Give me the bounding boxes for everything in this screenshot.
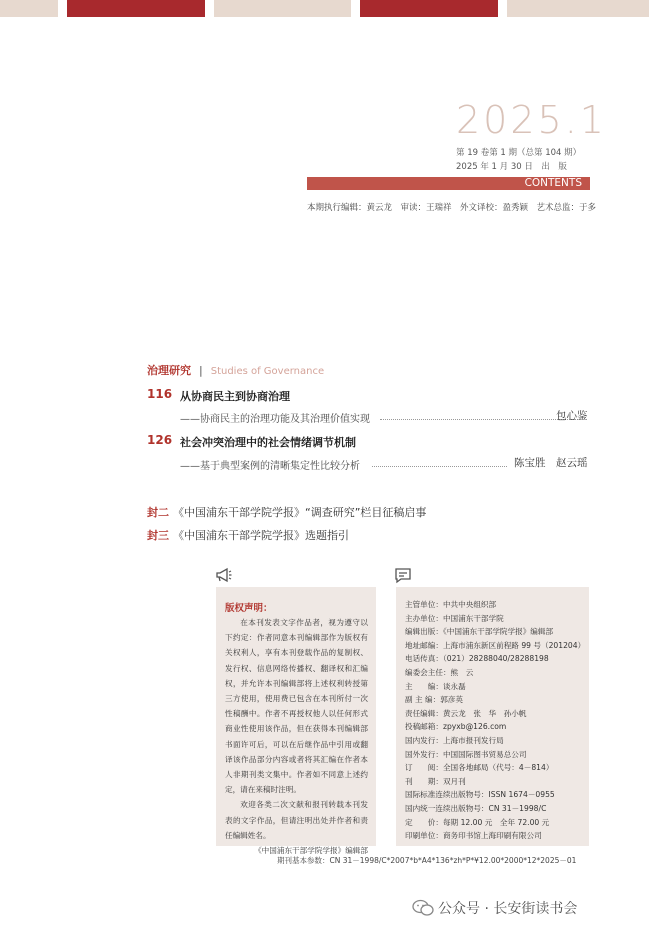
article-author: 陈宝胜 赵云瑶: [514, 457, 588, 469]
publication-info: [405, 598, 585, 843]
info-row: 订 阅：全国各地邮局（代号：4－814）: [405, 763, 554, 773]
basic-params: 期刊基本参数：CN 31－1998/C*2007*b*A4*136*zh*P*¥12.00*2000*12*2025－01: [277, 856, 577, 865]
rights-text: [225, 615, 368, 858]
leader-dots: [372, 466, 507, 467]
info-row: 刊 期：双月刊: [405, 776, 466, 786]
band-segment: [0, 0, 58, 17]
info-row: 电话传真：（021）28288040/28288198: [405, 654, 549, 664]
section-title-cn: 治理研究: [147, 364, 191, 377]
info-row: 主办单位：中国浦东干部学院: [405, 613, 504, 623]
cover-item[interactable]: [147, 527, 349, 543]
info-row: 副 主 编：郭彦英: [405, 695, 463, 705]
chat-bubble-icon: [394, 566, 412, 584]
band-segment: [507, 0, 649, 17]
info-row: 地址邮编：上海市浦东新区前程路 99 号（201204）: [405, 640, 586, 650]
band-segment: [67, 0, 205, 17]
leader-dots: [380, 419, 580, 420]
article-title[interactable]: 从协商民主到协商治理: [180, 390, 290, 403]
cover-text: 《中国浦东干部学院学报》选题指引: [173, 529, 349, 542]
cover-label: 封二: [147, 506, 169, 519]
info-row: 主 编：谈永磊: [405, 681, 466, 691]
wechat-icon: [412, 899, 434, 917]
editors-line: 本期执行编辑：黄云龙 审读：王瑞祥 外文译校：盈秀颖 艺术总监：于多: [307, 203, 597, 213]
info-row: 责任编辑：黄云龙 张 华 孙小帆: [405, 708, 527, 718]
info-row: 定 价：每期 12.00 元 全年 72.00 元: [405, 817, 550, 827]
info-row: 国际标准连续出版物号：ISSN 1674－0955: [405, 790, 555, 800]
article-title[interactable]: 社会冲突治理中的社会情绪调节机制: [180, 436, 356, 449]
article-author: 包心鉴: [556, 410, 588, 422]
info-row: 主管单位：中共中央组织部: [405, 600, 497, 609]
band-segment: [214, 0, 351, 17]
info-row: 国内统一连续出版物号：CN 31－1998/C: [405, 803, 547, 813]
rights-paragraph: 欢迎各类二次文献和报刊转载本刊发表的文字作品，但请注明出处并作者和责任编辑姓名。: [225, 800, 368, 840]
article-subtitle: ——协商民主的治理功能及其治理价值实现: [180, 414, 370, 425]
volume-line: 第 19 卷第 1 期（总第 104 期）: [456, 148, 582, 158]
issue-number: 2025.1: [456, 98, 607, 142]
article-subtitle: ——基于典型案例的清晰集定性比较分析: [180, 461, 360, 472]
megaphone-icon: [215, 566, 233, 584]
section-title-en: Studies of Governance: [210, 366, 325, 377]
article-page-number: 126: [147, 433, 173, 447]
info-row: 国内发行：上海市报刊发行局: [405, 735, 504, 745]
contents-bar: CONTENTS: [307, 177, 590, 190]
cover-text: 《中国浦东干部学院学报》“调查研究”栏目征稿启事: [173, 506, 427, 519]
info-row[interactable]: 投稿邮箱：zpyxb@126.com: [405, 722, 507, 732]
cover-label: 封三: [147, 529, 169, 542]
section-heading: [147, 362, 324, 378]
rights-paragraph: 在本刊发表文字作品者，视为遵守以下约定：作者同意本刊编辑部作为版权有关权利人，享有本刊登载作品的复制权、发行权、信息网络传播权、翻译权和汇编权，并允许本刊编辑部将上述权利转授第三方使用，使用费已包含在本刊所付一次性稿酬中。作者不再授权他人以任何形式商业性使用该作品，但在获得本刊编辑部书面许可后，可以在后继作品中引用或翻译该作品部分内容或者将其汇编在作者本人非期刊类文集中。作者如不同意上述约定，请在来稿时注明。: [225, 618, 368, 795]
watermark-text: 公众号 · 长安街读书会: [438, 901, 578, 917]
article-page-number: 116: [147, 387, 173, 401]
info-row: 编辑出版：《中国浦东干部学院学报》编辑部: [405, 627, 554, 637]
cover-item[interactable]: [147, 504, 426, 520]
section-separator: |: [199, 364, 203, 377]
info-row: 国外发行：中国国际图书贸易总公司: [405, 749, 527, 759]
info-row: 印刷单位：商务印书馆上海印刷有限公司: [405, 831, 542, 841]
rights-signature: 《中国浦东干部学院学报》编辑部: [254, 846, 368, 856]
top-color-band: [0, 0, 649, 17]
publish-date: 2025 年 1 月 30 日 出 版: [456, 162, 567, 172]
band-segment: [360, 0, 498, 17]
info-row: 编委会主任：熊 云: [405, 667, 474, 677]
rights-title: 版权声明：: [225, 603, 273, 614]
